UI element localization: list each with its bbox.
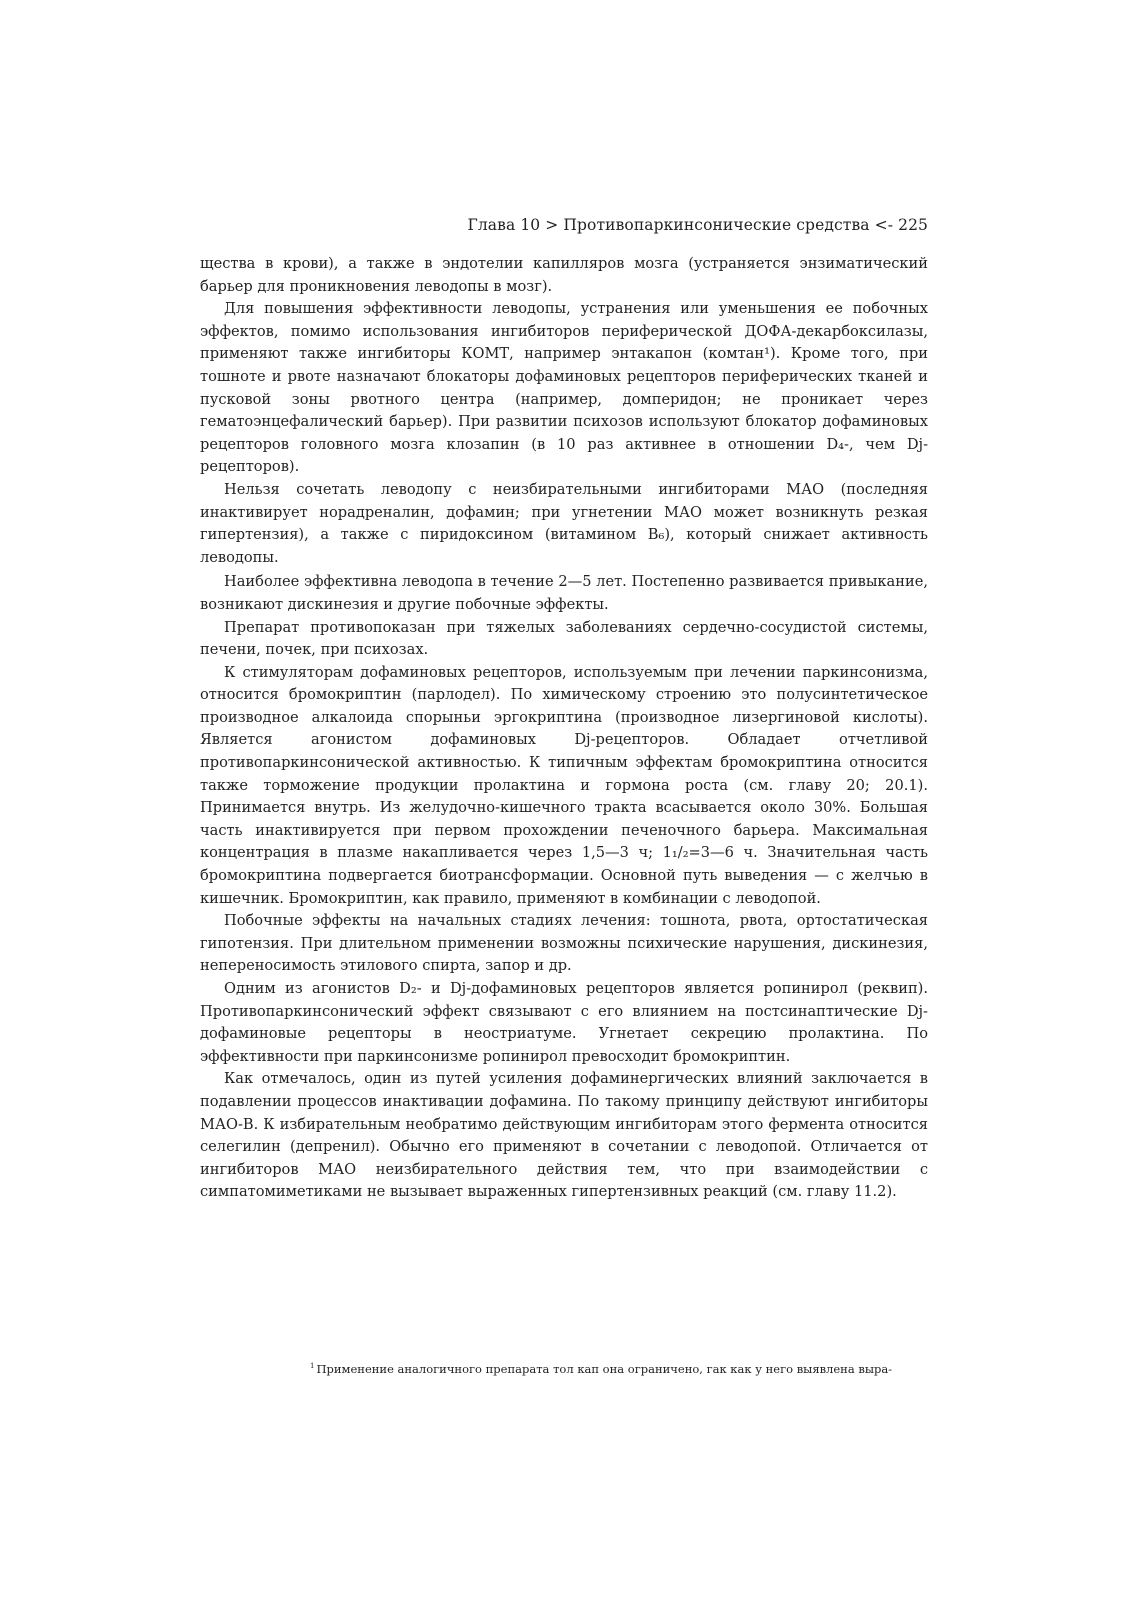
paragraph-duration: Наиболее эффективна леводопа в течение 2—5 лет. Постепенно развивается привыкание, возникают дискинезия и другие побочные эффекты. [200, 573, 928, 613]
paragraph-levodopa-efficacy: Для повышения эффективности леводопы, устранения или уменьшения ее побочных эффектов, помимо использования ингибиторов периферической ДОФА-декарбоксилазы, применяют также ингибиторы КОМТ, например энтакапон (комтан¹). Кроме того, при тошноте и рвоте назначают блокаторы дофаминовых рецепторов периферических тканей и пусковой зоны рвотного центра (например, домперидон; не проникает через гематоэнцефалический барьер). При развитии психозов используют блокатор дофаминовых рецепторов головного мозга клозапин (в 10 раз активнее в отношении D₄-, чем Dj-рецепторов). [200, 300, 928, 476]
footnote [310, 1358, 930, 1377]
paragraph-side-effects: Побочные эффекты на начальных стадиях лечения: тошнота, рвота, ортостатическая гипотензия. При длительном применении возможны психические нарушения, дискинезия, непереносимость этилового спирта, запор и др. [200, 912, 928, 975]
body-text [200, 253, 928, 1204]
paragraph-selegiline: Как отмечалось, один из путей усиления дофаминергических влияний заключается в подавлении процессов инактивации дофамина. По такому принципу действуют ингибиторы МАО-В. К избирательным необратимо действующим ингибиторам этого фермента относится селегилин (депренил). Обычно его применяют в сочетании с леводопой. Отличается от ингибиторов МАО неизбирательного действия тем, что при взаимодействии с симпатомиметиками не вызывает выраженных гипертензивных реакций (см. главу 11.2). [200, 1070, 928, 1201]
paragraph-continuation: щества в крови), а также в эндотелии капилляров мозга (устраняется энзиматический барьер для проникновения леводопы в мозг). [200, 255, 928, 295]
paragraph-contraindications: Препарат противопоказан при тяжелых заболеваниях сердечно-сосудистой системы, печени, почек, при психозах. [200, 618, 928, 659]
footnote-mark: 1 [310, 1362, 315, 1370]
paragraph-ropinirole: Одним из агонистов D₂- и Dj-дофаминовых рецепторов является ропинирол (реквип). Противопаркинсонический эффект связывают с его влиянием на постсинаптические Dj-дофаминовые рецепторы в неостриатуме. Угнетает секрецию пролактина. По эффективности при паркинсонизме ропинирол превосходит бромокриптин. [200, 980, 928, 1065]
paragraph-bromocriptine: К стимуляторам дофаминовых рецепторов, используемым при лечении паркинсонизма, относится бромокриптин (парлодел). По химическому строению это полусинтетическое производное алкалоида спорыньи эргокриптина (производное лизергиновой кислоты). Является агонистом дофаминовых Dj-рецепторов. Обладает отчетливой противопаркинсонической активностью. К типичным эффектам бромокриптина относится также торможение продукции пролактина и гормона роста (см. главу 20; 20.1). Принимается внутрь. Из желудочно-кишечного тракта всасывается около 30%. Большая часть инактивируется при первом прохождении печеночного барьера. Максимальная концентрация в плазме накапливается через 1,5—3 ч; 1₁/₂=3—6 ч. Значительная часть бромокриптина подвергается биотрансформации. Основной путь выведения — с желчью в кишечник. Бромокриптин, как правило, применяют в комбинации с леводопой. [200, 663, 928, 907]
footnote-text: Применение аналогичного препарата тол кап она ограничено, гак как у него выявлена выра- [316, 1361, 893, 1376]
running-head: Глава 10 > Противопаркинсонические средства <- 225 [467, 216, 928, 234]
paragraph-contraindicated-combinations: Нельзя сочетать леводопу с неизбирательными ингибиторами МАО (последняя инактивирует норадреналин, дофамин; при угнетении МАО может возникнуть резкая гипертензия), а также с пиридоксином (витамином B₆), который снижает активность леводопы. [200, 480, 928, 566]
